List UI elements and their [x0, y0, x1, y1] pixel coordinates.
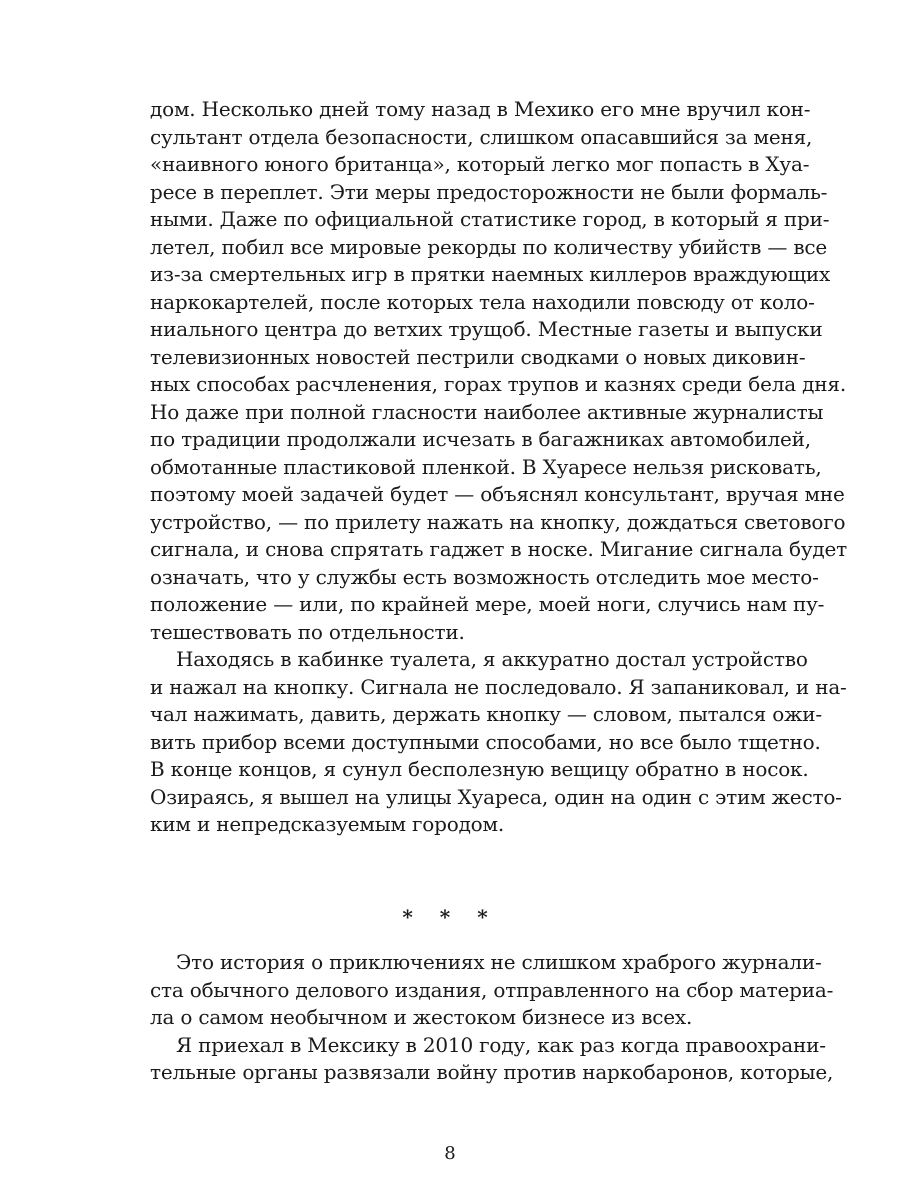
main-text-block: [150, 96, 848, 839]
text-line: ла о самом необычном и жестоком бизнесе из всех.: [150, 1005, 693, 1029]
text-line: поэтому моей задачей будет — объяснял консультант, вручая мне: [150, 482, 845, 506]
text-line: «наивного юного британца», который легко мог попасть в Хуа-: [150, 152, 810, 176]
text-line: Но даже при полной гласности наиболее активные журналисты: [150, 399, 824, 424]
text-line: телевизионных новостей пестрили сводками о новых диковин-: [150, 344, 806, 369]
text-line: сигнала, и снова спрятать гаджет в носке. Мигание сигнала будет: [150, 537, 848, 561]
text-line: из-за смертельных игр в прятки наемных киллеров враждующих: [150, 262, 831, 286]
text-line: ресе в переплет. Эти меры предосторожности не были формаль-: [150, 179, 828, 204]
text-line: тешествовать по отдельности.: [150, 619, 465, 644]
text-line: и нажал на кнопку. Сигнала не последовало. Я запаниковал, и на-: [150, 674, 847, 699]
paragraph-3: [150, 949, 834, 1032]
text-line: положение — или, по крайней мере, моей ноги, случись нам пу-: [150, 592, 825, 616]
text-line: вить прибор всеми доступными способами, но все было тщетно.: [150, 729, 821, 754]
text-line: сультант отдела безопасности, слишком опасавшийся за меня,: [150, 124, 813, 149]
text-line: обмотанные пластиковой пленкой. В Хуаресе нельзя рисковать,: [150, 454, 822, 479]
text-line: Я приехал в Мексику в 2010 году, как раз когда правоохрани-: [176, 1032, 826, 1057]
text-line: устройство, — по прилету нажать на кнопку, дождаться светового: [150, 509, 846, 534]
paragraph-2: [150, 646, 847, 839]
paragraph-1: [150, 96, 848, 646]
text-line: дом. Несколько дней тому назад в Мехико его мне вручил кон-: [150, 97, 811, 121]
text-line: ных способах расчленения, горах трупов и казнях среди бела дня.: [150, 372, 846, 396]
text-line: ста обычного делового издания, отправленного на сбор материа-: [150, 977, 834, 1002]
text-line: Озираясь, я вышел на улицы Хуареса, один на один с этим жесто-: [150, 784, 842, 809]
text-line: означать, что у службы есть возможность отследить мое место-: [150, 564, 819, 589]
section-separator: * * *: [402, 905, 498, 929]
text-line: ными. Даже по официальной статистике город, в который я при-: [150, 207, 830, 231]
text-line: ким и непредсказуемым городом.: [150, 812, 505, 836]
text-line: В конце концов, я сунул бесполезную вещицу обратно в носок.: [150, 757, 809, 781]
text-line: ниального центра до ветхих трущоб. Местные газеты и выпуски: [150, 317, 823, 341]
text-line: чал нажимать, давить, держать кнопку — словом, пытался ожи-: [150, 702, 822, 726]
second-text-block: [150, 949, 834, 1087]
text-line: летел, побил все мировые рекорды по количеству убийств — все: [150, 234, 828, 259]
paragraph-4: [150, 1032, 834, 1087]
text-line: Это история о приключениях не слишком храброго журнали-: [176, 950, 822, 974]
text-line: тельные органы развязали войну против наркобаронов, которые,: [150, 1060, 834, 1084]
text-line: по традиции продолжали исчезать в багажниках автомобилей,: [150, 427, 811, 451]
text-line: Находясь в кабинке туалета, я аккуратно достал устройство: [176, 647, 808, 671]
page-number: 8: [444, 1143, 456, 1164]
text-line: наркокартелей, после которых тела находили повсюду от коло-: [150, 289, 815, 314]
